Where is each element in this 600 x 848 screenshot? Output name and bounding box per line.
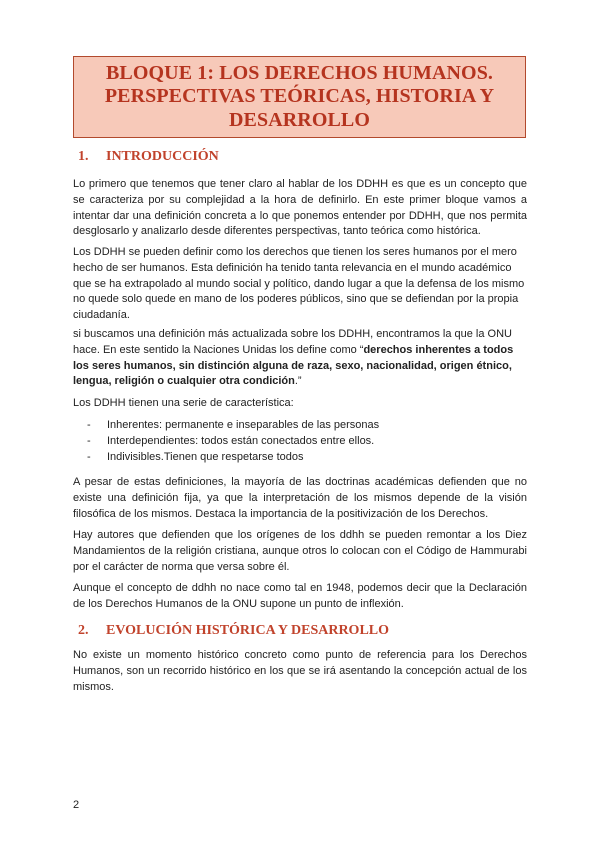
paragraph-2: Los DDHH se pueden definir como los derechos que tienen los seres humanos por el mero hecho de ser humanos. Esta definición ha tenido tanta relevancia en el mundo académico que se ha extrapolado al mundo social y político, dando lugar a que la defensa de los mismo no quede solo quede en mano de los poderes públicos, sino que se defiendan por la propia ciudadanía. (73, 246, 525, 322)
paragraph-3 (73, 327, 527, 390)
list-item-text: Indivisibles.Tienen que respetarse todos (107, 450, 304, 463)
page-number: 2 (73, 799, 80, 811)
list-dash: - (87, 450, 91, 463)
title-box (73, 56, 526, 138)
section-number: 2. (78, 623, 89, 638)
list-item-text: Interdependientes: todos están conectados entre ellos. (107, 434, 375, 447)
list-dash: - (87, 434, 91, 447)
document-title: BLOQUE 1: LOS DERECHOS HUMANOS. PERSPECTIVAS TEÓRICAS, HISTORIA Y DESARROLLO (104, 61, 495, 131)
paragraph-1: Lo primero que tenemos que tener claro al hablar de los DDHH es que es un concepto que se caracteriza por su complejidad a la hora de definirlo. En este primer bloque vamos a intentar dar una definición concreta a lo que ponemos entender por DDHH, que nos permita desglosarlo y analizarlo desde diferentes perspectivas, tanto teórica como histórica. (73, 178, 527, 238)
list-item (87, 418, 507, 434)
list-item (87, 450, 507, 466)
section-title: EVOLUCIÓN HISTÓRICA Y DESARROLLO (106, 623, 390, 638)
paragraph-7: Aunque el concepto de ddhh no nace como tal en 1948, podemos decir que la Declaración de los Derechos Humanos de la ONU supone un punto de inflexión. (73, 582, 527, 610)
paragraph-8: No existe un momento histórico concreto como punto de referencia para los Derechos Humanos, son un recorrido histórico en los que se irá asentando la concepción actual de los mismos. (73, 649, 527, 693)
section-number: 1. (78, 149, 89, 164)
un-definition-quote: derechos inherentes a todos los seres humanos, sin distinción alguna de raza, sexo, nacionalidad, origen étnico, lengua, religión o cualquier otra condición (73, 343, 514, 388)
paragraph-3-end: .” (294, 375, 302, 388)
paragraph-3-intro: si buscamos una definición más actualizada sobre los DDHH, encontramos la que la ONU hace. En este sentido la Naciones Unidas los define como “ (73, 328, 512, 356)
paragraph-5: A pesar de estas definiciones, la mayoría de las doctrinas académicas defienden que no existe una definición fija, ya que la interpretación de los mismos depende de la visión filosófica de los mismos. Destaca la importancia de la positivización de los Derechos. (73, 476, 527, 520)
list-item-text: Inherentes: permanente e inseparables de las personas (107, 419, 380, 431)
section-title: INTRODUCCIÓN (106, 149, 219, 164)
paragraph-6: Hay autores que defienden que los orígenes de los ddhh se pueden remontar a los Diez Mandamientos de la religión cristiana, aunque otros lo colocan con el Código de Hammurabi por el carácter de norma que versa sobre él. (73, 529, 527, 573)
list-item (87, 434, 507, 450)
list-dash: - (87, 419, 91, 431)
characteristics-list (87, 418, 507, 465)
section-heading-introduccion (78, 149, 219, 165)
paragraph-4: Los DDHH tienen una serie de característica: (73, 397, 294, 409)
section-heading-evolucion (78, 623, 389, 639)
